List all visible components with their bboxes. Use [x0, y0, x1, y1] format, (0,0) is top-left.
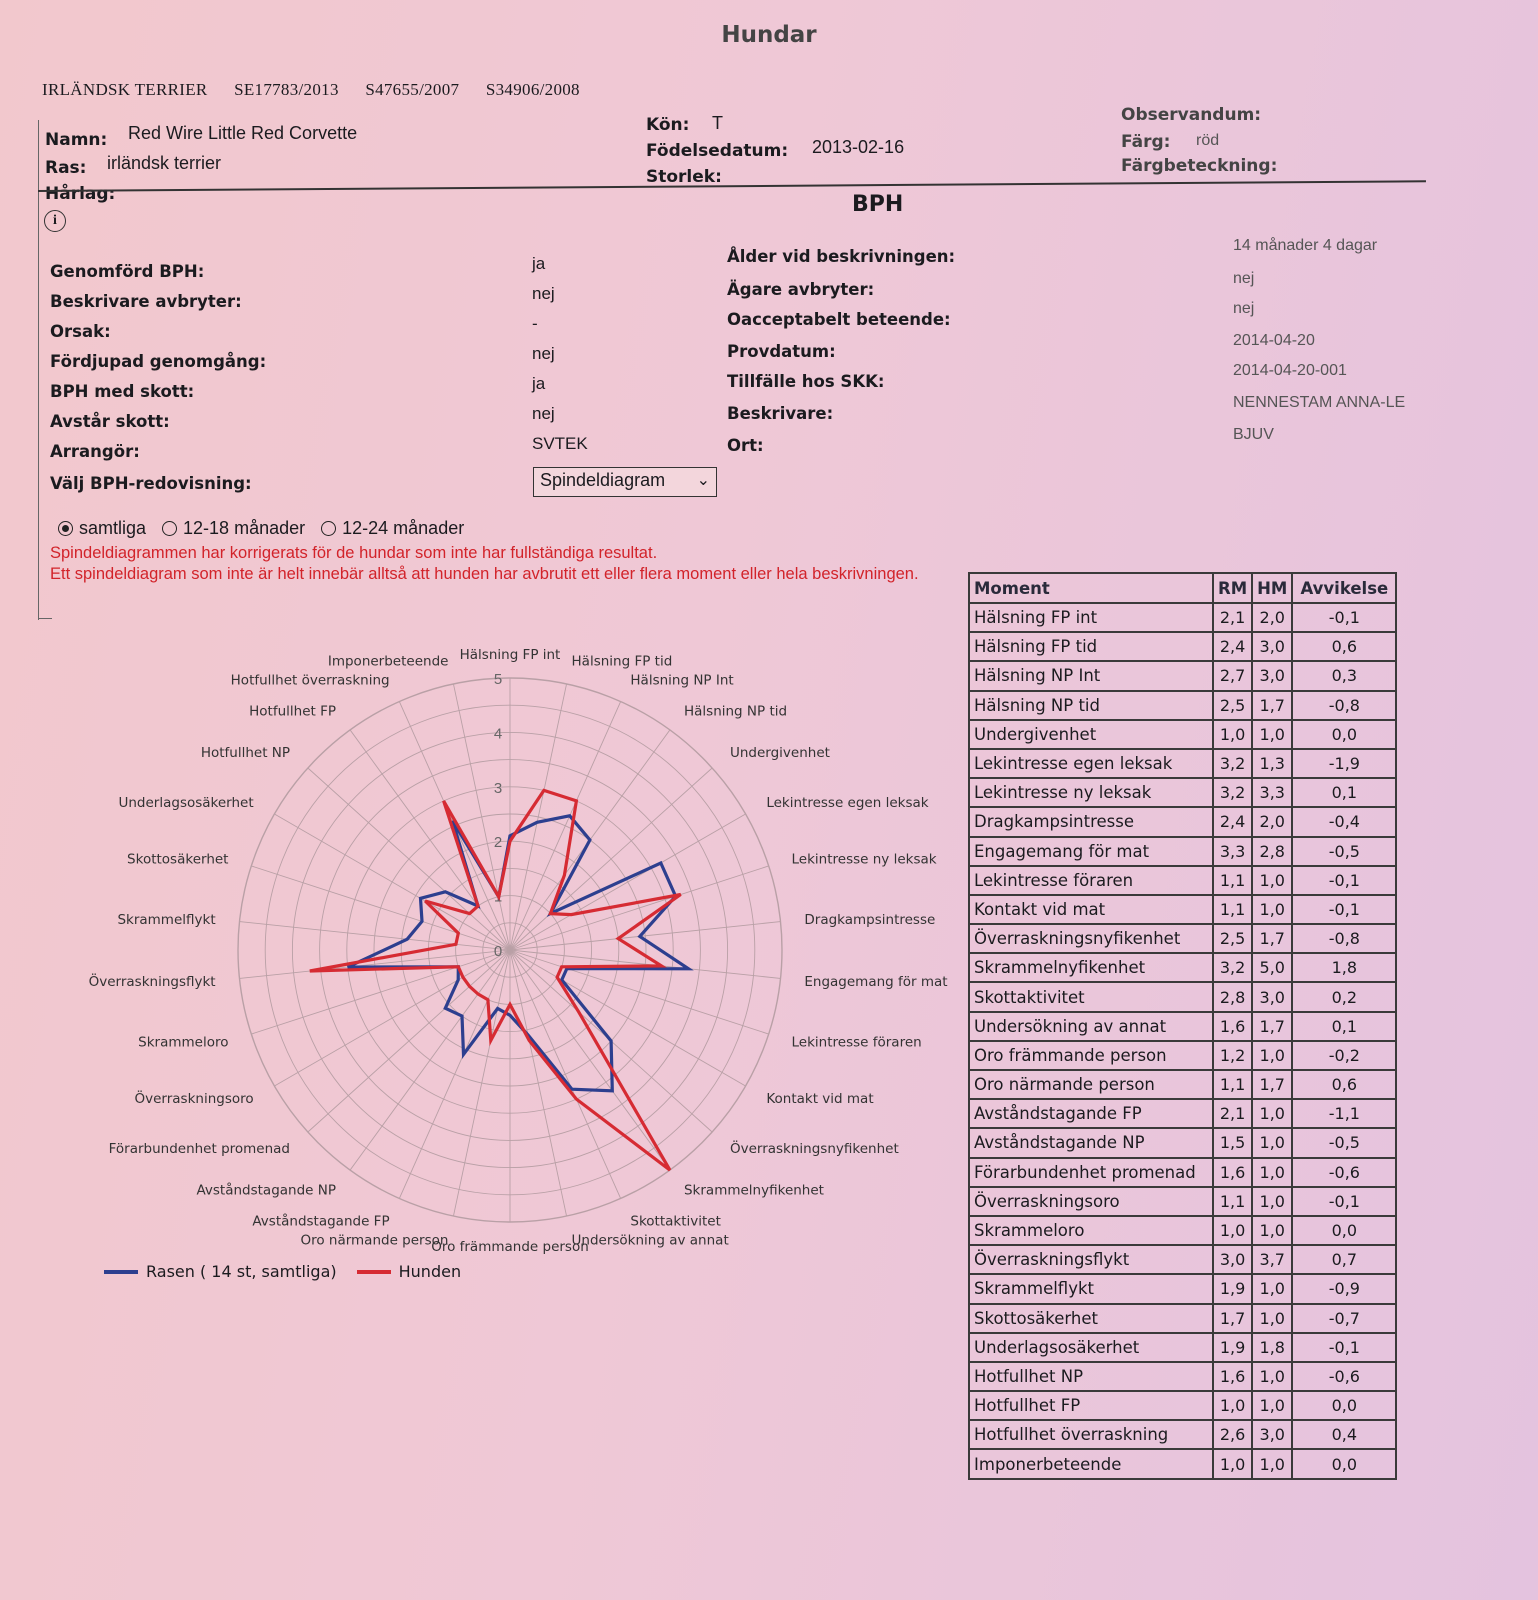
- table-row: [969, 953, 1396, 982]
- cell-avvikelse: -0,4: [1292, 807, 1396, 836]
- table-row: [969, 895, 1396, 924]
- category-label: Skottosäkerhet: [127, 851, 229, 868]
- cell-hm: 1,0: [1252, 1304, 1292, 1333]
- grid-spoke: [510, 950, 567, 1216]
- cell-hm: 1,0: [1252, 1216, 1292, 1245]
- table-header-row: [969, 573, 1396, 603]
- category-label: Överraskningsflykt: [88, 973, 216, 990]
- cell-rm: 2,1: [1213, 603, 1252, 632]
- cell-moment: Hälsning FP tid: [969, 632, 1213, 661]
- bph-field-label: Tillfälle hos SKK:: [727, 372, 885, 391]
- cell-hm: 1,0: [1252, 1187, 1292, 1216]
- table-row: [969, 1304, 1396, 1333]
- cell-avvikelse: 0,3: [1292, 661, 1396, 690]
- table-row: [969, 1274, 1396, 1303]
- cell-hm: 1,7: [1252, 1012, 1292, 1041]
- birth-label: Födelsedatum:: [646, 141, 789, 161]
- dog-birth: 2013-02-16: [812, 137, 905, 157]
- category-label: Avståndstagande NP: [196, 1182, 337, 1199]
- cell-avvikelse: 0,0: [1292, 1449, 1396, 1478]
- category-label: Underlagsosäkerhet: [118, 795, 254, 811]
- table-row: [969, 1420, 1396, 1449]
- category-label: Undergivenhet: [729, 744, 830, 761]
- cell-hm: 3,0: [1252, 982, 1292, 1011]
- cell-rm: 2,5: [1213, 691, 1252, 720]
- table-row: [969, 924, 1396, 953]
- cell-hm: 1,0: [1252, 1274, 1292, 1303]
- cell-rm: 3,3: [1213, 837, 1252, 866]
- table-row: [969, 1158, 1396, 1187]
- axis-tick-label: 2: [493, 834, 503, 852]
- col-avvikelse: Avvikelse: [1292, 573, 1396, 603]
- cell-avvikelse: 0,0: [1292, 720, 1396, 749]
- axis-tick-label: 5: [493, 671, 503, 688]
- cell-moment: Överraskningsflykt: [969, 1245, 1213, 1274]
- cell-hm: 3,0: [1252, 661, 1292, 690]
- table-row: [969, 778, 1396, 807]
- cell-avvikelse: 0,0: [1292, 1216, 1396, 1245]
- grid-spoke: [453, 950, 510, 1216]
- bph-field-label: Genomförd BPH:: [50, 262, 205, 281]
- cell-moment: Hotfullhet FP: [969, 1391, 1213, 1420]
- age-filter-radios: [58, 518, 464, 539]
- size-label: Storlek:: [646, 167, 722, 187]
- cell-avvikelse: -0,1: [1292, 603, 1396, 632]
- table-row: [969, 749, 1396, 778]
- table-row: [969, 982, 1396, 1011]
- bph-field-label: Avstår skott:: [50, 412, 170, 431]
- cell-avvikelse: -0,1: [1292, 1187, 1396, 1216]
- category-label: Hälsning NP Int: [630, 672, 734, 689]
- radio-12-18[interactable]: [162, 521, 177, 536]
- cell-moment: Imponerbeteende: [969, 1449, 1213, 1478]
- bph-field-value: 2014-04-20-001: [1233, 362, 1347, 379]
- cell-rm: 1,6: [1213, 1362, 1252, 1391]
- cell-moment: Kontakt vid mat: [969, 895, 1213, 924]
- cell-hm: 1,7: [1252, 1070, 1292, 1099]
- table-row: [969, 1362, 1396, 1391]
- col-rm: RM: [1213, 573, 1252, 603]
- name-label: Namn:: [45, 130, 108, 150]
- cell-avvikelse: -0,5: [1292, 1128, 1396, 1157]
- category-label: Oro främmande person: [431, 1239, 589, 1255]
- axis-tick-label: 3: [493, 779, 503, 797]
- cell-moment: Engagemang för mat: [969, 837, 1213, 866]
- cell-moment: Hälsning NP Int: [969, 661, 1213, 690]
- cell-rm: 2,7: [1213, 661, 1252, 690]
- category-label: Hotfullhet överraskning: [230, 672, 390, 689]
- cell-avvikelse: 0,1: [1292, 778, 1396, 807]
- category-label: Hälsning NP tid: [683, 703, 788, 720]
- radio-label-12-24: 12-24 månader: [342, 518, 465, 538]
- category-label: Lekintresse föraren: [791, 1034, 922, 1051]
- cell-avvikelse: 0,7: [1292, 1245, 1396, 1274]
- bph-field-value: -: [532, 314, 538, 333]
- cell-avvikelse: -0,2: [1292, 1041, 1396, 1070]
- cell-avvikelse: 0,2: [1292, 982, 1396, 1011]
- cell-avvikelse: 1,8: [1292, 953, 1396, 982]
- col-hm: HM: [1252, 573, 1292, 603]
- cell-moment: Skrammelflykt: [969, 1274, 1213, 1303]
- table-row: [969, 720, 1396, 749]
- header-divider: [38, 180, 1426, 192]
- category-label: Skrammelflykt: [117, 912, 216, 929]
- axis-tick-label: 1: [493, 888, 503, 906]
- category-label: Överraskningsoro: [134, 1091, 254, 1107]
- cell-rm: 1,1: [1213, 866, 1252, 895]
- bph-field-value: ja: [532, 254, 546, 273]
- dam-reg-number: S34906/2008: [485, 80, 580, 99]
- cell-rm: 3,2: [1213, 749, 1252, 778]
- bph-field-label: Ägare avbryter:: [727, 280, 875, 299]
- category-label: Skottaktivitet: [630, 1213, 721, 1230]
- cell-avvikelse: -0,1: [1292, 895, 1396, 924]
- radio-label-samtliga: samtliga: [79, 518, 147, 538]
- spider-chart: [0, 620, 960, 1260]
- bph-report-select-value: Spindeldiagram: [540, 470, 666, 490]
- bph-field-value: nej: [532, 344, 555, 363]
- cell-rm: 2,1: [1213, 1099, 1252, 1128]
- category-label: Lekintresse ny leksak: [791, 851, 937, 868]
- cell-moment: Oro främmande person: [969, 1041, 1213, 1070]
- cell-moment: Överraskningsnyfikenhet: [969, 924, 1213, 953]
- cell-rm: 3,2: [1213, 778, 1252, 807]
- cell-moment: Hälsning FP int: [969, 603, 1213, 632]
- cell-moment: Undergivenhet: [969, 720, 1213, 749]
- breed-registration-line: [42, 80, 602, 100]
- grid-spoke: [510, 950, 746, 1086]
- coat-label: Hårlag:: [45, 184, 116, 204]
- cell-hm: 3,0: [1252, 1420, 1292, 1449]
- category-label: Hälsning FP int: [459, 647, 561, 663]
- bph-field-value: nej: [532, 404, 555, 423]
- table-row: [969, 1187, 1396, 1216]
- bph-field-label: Fördjupad genomgång:: [50, 352, 267, 371]
- cell-hm: 1,0: [1252, 1391, 1292, 1420]
- cell-hm: 3,3: [1252, 778, 1292, 807]
- bph-field-value: BJUV: [1233, 426, 1274, 443]
- category-label: Hälsning FP tid: [571, 653, 673, 670]
- color-label: Färg:: [1121, 132, 1171, 152]
- cell-avvikelse: -1,1: [1292, 1099, 1396, 1128]
- bph-field-label: BPH med skott:: [50, 382, 195, 401]
- cell-rm: 1,1: [1213, 895, 1252, 924]
- cell-hm: 1,0: [1252, 1158, 1292, 1187]
- warning-line-1: Spindeldiagrammen har korrigerats för de hundar som inte har fullständiga resultat.: [50, 544, 658, 562]
- cell-hm: 5,0: [1252, 953, 1292, 982]
- cell-rm: 1,0: [1213, 1216, 1252, 1245]
- bph-field-label: Välj BPH-redovisning:: [50, 474, 252, 493]
- cell-rm: 1,5: [1213, 1128, 1252, 1157]
- cell-moment: Lekintresse ny leksak: [969, 778, 1213, 807]
- cell-avvikelse: 0,6: [1292, 632, 1396, 661]
- bph-field-value: 14 månader 4 dagar: [1233, 237, 1378, 254]
- cell-avvikelse: 0,6: [1292, 1070, 1396, 1099]
- cell-avvikelse: 0,4: [1292, 1420, 1396, 1449]
- category-label: Skrammelnyfikenhet: [683, 1182, 824, 1199]
- cell-rm: 1,6: [1213, 1012, 1252, 1041]
- moment-table: [968, 572, 1397, 1480]
- category-label: Undersökning av annat: [571, 1232, 729, 1249]
- cell-rm: 1,0: [1213, 1391, 1252, 1420]
- page-title: Hundar: [721, 22, 817, 48]
- category-label: Hotfullhet FP: [249, 703, 337, 720]
- table-row: [969, 866, 1396, 895]
- cell-hm: 1,0: [1252, 1362, 1292, 1391]
- category-label: Imponerbeteende: [327, 653, 449, 670]
- cell-avvikelse: -0,7: [1292, 1304, 1396, 1333]
- table-row: [969, 1070, 1396, 1099]
- bph-field-label: Oacceptabelt beteende:: [727, 310, 951, 329]
- col-moment: Moment: [969, 573, 1213, 603]
- cell-rm: 2,8: [1213, 982, 1252, 1011]
- bph-field-value: nej: [1233, 300, 1255, 317]
- cell-moment: Hotfullhet överraskning: [969, 1420, 1213, 1449]
- grid-spoke: [510, 814, 746, 950]
- cell-avvikelse: -0,6: [1292, 1362, 1396, 1391]
- cell-moment: Förarbundenhet promenad: [969, 1158, 1213, 1187]
- cell-rm: 2,5: [1213, 924, 1252, 953]
- table-row: [969, 1128, 1396, 1157]
- chart-legend: [104, 1262, 461, 1281]
- category-label: Oro närmande person: [300, 1232, 449, 1249]
- table-row: [969, 1099, 1396, 1128]
- cell-avvikelse: 0,0: [1292, 1391, 1396, 1420]
- grid-spoke: [350, 950, 510, 1170]
- section-border-foot: [38, 618, 52, 619]
- bph-field-label: Provdatum:: [727, 342, 836, 361]
- reg-number: SE17783/2013: [234, 80, 339, 99]
- category-label: Skrammeloro: [138, 1034, 229, 1051]
- cell-moment: Lekintresse föraren: [969, 866, 1213, 895]
- cell-avvikelse: -0,6: [1292, 1158, 1396, 1187]
- section-border: [38, 120, 39, 620]
- category-label: Hotfullhet NP: [200, 744, 291, 761]
- breed-label: Ras:: [45, 158, 87, 178]
- axis-tick-label: 0: [493, 943, 503, 960]
- table-row: [969, 1245, 1396, 1274]
- table-row: [969, 1391, 1396, 1420]
- table-row: [969, 1041, 1396, 1070]
- cell-hm: 1,0: [1252, 1099, 1292, 1128]
- cell-moment: Skottaktivitet: [969, 982, 1213, 1011]
- cell-rm: 3,2: [1213, 953, 1252, 982]
- info-icon[interactable]: i: [44, 210, 66, 232]
- chevron-down-icon: ⌄: [696, 472, 710, 489]
- cell-hm: 1,0: [1252, 1128, 1292, 1157]
- cell-moment: Avståndstagande FP: [969, 1099, 1213, 1128]
- bph-field-label: Ålder vid beskrivningen:: [727, 247, 956, 266]
- cell-hm: 2,0: [1252, 807, 1292, 836]
- bph-field-value: nej: [1233, 270, 1255, 287]
- bph-field-label: Arrangör:: [50, 442, 140, 461]
- grid-spoke: [308, 950, 510, 1132]
- bph-field-label: Beskrivare avbryter:: [50, 292, 242, 311]
- table-row: [969, 807, 1396, 836]
- bph-report-select[interactable]: [533, 467, 717, 497]
- dog-breed: irländsk terrier: [107, 153, 222, 173]
- category-label: Dragkampsintresse: [804, 912, 936, 929]
- cell-rm: 3,0: [1213, 1245, 1252, 1274]
- cell-rm: 1,9: [1213, 1274, 1252, 1303]
- bph-field-value: 2014-04-20: [1233, 332, 1315, 349]
- cell-hm: 1,0: [1252, 1041, 1292, 1070]
- cell-rm: 1,1: [1213, 1187, 1252, 1216]
- table-row: [969, 632, 1396, 661]
- cell-moment: Överraskningsoro: [969, 1187, 1213, 1216]
- dog-sex: T: [712, 113, 723, 133]
- table-row: [969, 1449, 1396, 1478]
- cell-hm: 1,0: [1252, 1449, 1292, 1478]
- cell-moment: Avståndstagande NP: [969, 1128, 1213, 1157]
- radio-samtliga[interactable]: [58, 521, 73, 536]
- cell-moment: Hotfullhet NP: [969, 1362, 1213, 1391]
- cell-avvikelse: 0,1: [1292, 1012, 1396, 1041]
- bph-field-label: Orsak:: [50, 322, 111, 341]
- legend-swatch-hunden: [357, 1270, 391, 1274]
- cell-hm: 1,0: [1252, 866, 1292, 895]
- cell-moment: Undersökning av annat: [969, 1012, 1213, 1041]
- grid-spoke: [274, 814, 510, 950]
- table-row: [969, 1333, 1396, 1362]
- category-label: Förarbundenhet promenad: [108, 1141, 291, 1158]
- category-label: Kontakt vid mat: [766, 1091, 874, 1107]
- cell-rm: 1,2: [1213, 1041, 1252, 1070]
- bph-field-label: Beskrivare:: [727, 404, 834, 423]
- grid-spoke: [510, 922, 781, 950]
- cell-rm: 1,0: [1213, 720, 1252, 749]
- cell-moment: Dragkampsintresse: [969, 807, 1213, 836]
- cell-avvikelse: -0,8: [1292, 691, 1396, 720]
- table-row: [969, 1012, 1396, 1041]
- cell-hm: 1,0: [1252, 895, 1292, 924]
- warning-line-2: Ett spindeldiagram som inte är helt innebär alltså att hunden har avbrutit ett eller flera moment eller hela beskrivningen.: [50, 565, 919, 583]
- table-row: [969, 603, 1396, 632]
- cell-moment: Hälsning NP tid: [969, 691, 1213, 720]
- observandum-label: Observandum:: [1121, 105, 1262, 125]
- cell-hm: 1,7: [1252, 691, 1292, 720]
- cell-moment: Skrammeloro: [969, 1216, 1213, 1245]
- cell-hm: 3,7: [1252, 1245, 1292, 1274]
- cell-moment: Lekintresse egen leksak: [969, 749, 1213, 778]
- radio-12-24[interactable]: [321, 521, 336, 536]
- bph-field-value: SVTEK: [532, 434, 588, 453]
- cell-hm: 2,0: [1252, 603, 1292, 632]
- color-code-label: Färgbeteckning:: [1121, 156, 1278, 176]
- cell-hm: 1,0: [1252, 720, 1292, 749]
- bph-field-label: Ort:: [727, 436, 764, 455]
- cell-moment: Skrammelnyfikenhet: [969, 953, 1213, 982]
- cell-moment: Skottosäkerhet: [969, 1304, 1213, 1333]
- cell-avvikelse: -1,9: [1292, 749, 1396, 778]
- bph-field-value: NENNESTAM ANNA-LE: [1233, 394, 1406, 411]
- legend-label-rasen: Rasen ( 14 st, samtliga): [146, 1262, 337, 1281]
- cell-avvikelse: -0,9: [1292, 1274, 1396, 1303]
- cell-rm: 1,0: [1213, 1449, 1252, 1478]
- cell-avvikelse: -0,5: [1292, 837, 1396, 866]
- table-row: [969, 691, 1396, 720]
- axis-tick-label: 4: [493, 725, 503, 743]
- breed-name: IRLÄNDSK TERRIER: [42, 80, 208, 99]
- cell-rm: 1,9: [1213, 1333, 1252, 1362]
- category-label: Lekintresse egen leksak: [766, 795, 929, 811]
- cell-avvikelse: -0,8: [1292, 924, 1396, 953]
- cell-rm: 2,6: [1213, 1420, 1252, 1449]
- table-row: [969, 1216, 1396, 1245]
- cell-rm: 2,4: [1213, 807, 1252, 836]
- cell-hm: 1,8: [1252, 1333, 1292, 1362]
- cell-avvikelse: -0,1: [1292, 866, 1396, 895]
- cell-hm: 1,7: [1252, 924, 1292, 953]
- cell-moment: Underlagsosäkerhet: [969, 1333, 1213, 1362]
- legend-swatch-rasen: [104, 1270, 138, 1274]
- category-label: Engagemang för mat: [804, 973, 948, 990]
- grid-spoke: [510, 950, 670, 1170]
- sex-label: Kön:: [646, 115, 690, 135]
- grid-spoke: [239, 922, 510, 950]
- sire-reg-number: S47655/2007: [365, 80, 460, 99]
- radio-label-12-18: 12-18 månader: [183, 518, 306, 538]
- table-row: [969, 837, 1396, 866]
- cell-hm: 3,0: [1252, 632, 1292, 661]
- grid-spoke: [510, 950, 621, 1198]
- bph-field-value: ja: [532, 374, 546, 393]
- bph-heading: BPH: [852, 192, 904, 217]
- table-row: [969, 661, 1396, 690]
- category-label: Överraskningsnyfikenhet: [729, 1141, 899, 1158]
- category-label: Avståndstagande FP: [252, 1213, 390, 1230]
- dog-color: röd: [1196, 132, 1220, 149]
- legend-label-hunden: Hunden: [398, 1262, 462, 1281]
- cell-rm: 1,6: [1213, 1158, 1252, 1187]
- grid-spoke: [350, 730, 510, 950]
- cell-rm: 2,4: [1213, 632, 1252, 661]
- cell-hm: 1,3: [1252, 749, 1292, 778]
- cell-rm: 1,1: [1213, 1070, 1252, 1099]
- cell-avvikelse: -0,1: [1292, 1333, 1396, 1362]
- cell-moment: Oro närmande person: [969, 1070, 1213, 1099]
- cell-rm: 1,7: [1213, 1304, 1252, 1333]
- dog-name: Red Wire Little Red Corvette: [128, 123, 358, 143]
- bph-field-value: nej: [532, 284, 555, 303]
- grid-spoke: [308, 768, 510, 950]
- cell-hm: 2,8: [1252, 837, 1292, 866]
